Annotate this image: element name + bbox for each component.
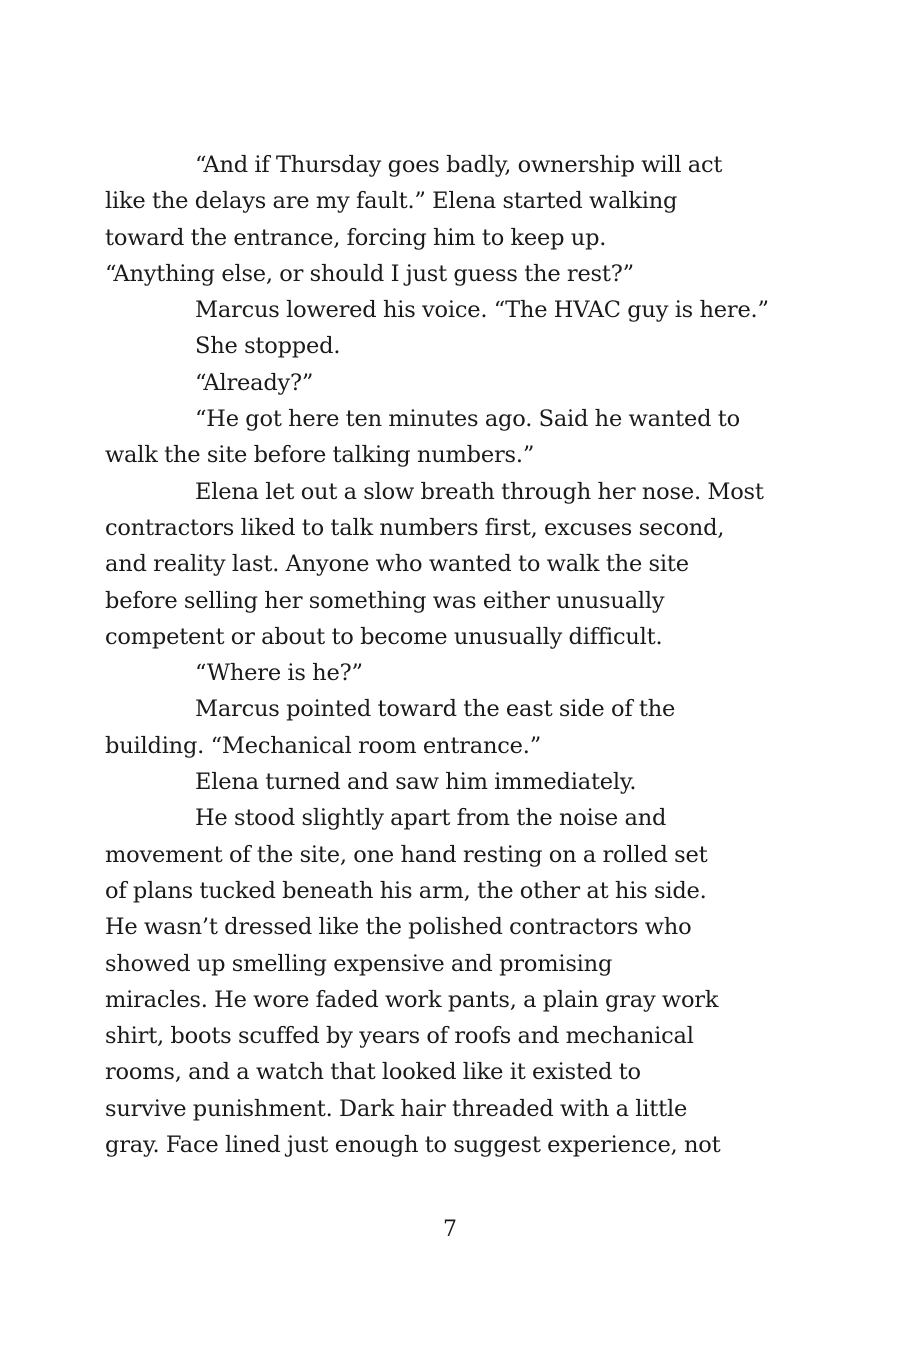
page-number: 7 bbox=[443, 1217, 457, 1242]
paragraph bbox=[150, 292, 769, 328]
text-line: “Where is he?” bbox=[195, 660, 363, 687]
paragraph bbox=[105, 147, 750, 292]
text-line: miracles. He wore faded work pants, a plain gray work bbox=[105, 986, 719, 1013]
text-line: Marcus lowered his voice. “The HVAC guy is here.” bbox=[195, 297, 769, 324]
text-line: before selling her something was either unusually bbox=[105, 587, 665, 614]
text-line: competent or about to become unusually difficult. bbox=[105, 623, 663, 650]
paragraph bbox=[150, 328, 750, 364]
text-line: Elena let out a slow breath through her nose. Most bbox=[195, 478, 764, 505]
paragraph bbox=[150, 655, 750, 691]
paragraph bbox=[105, 800, 750, 1163]
text-line: rooms, and a watch that looked like it existed to bbox=[105, 1059, 641, 1086]
paragraph bbox=[150, 365, 750, 401]
paragraph bbox=[150, 764, 750, 800]
text-line: toward the entrance, forcing him to keep up. bbox=[105, 224, 607, 251]
text-line: Marcus pointed toward the east side of the bbox=[195, 696, 676, 723]
text-line: showed up smelling expensive and promising bbox=[105, 950, 613, 977]
text-line: “And if Thursday goes badly, ownership will act bbox=[195, 152, 723, 178]
paragraph bbox=[105, 401, 750, 474]
text-line: and reality last. Anyone who wanted to walk the site bbox=[105, 551, 689, 578]
text-line: He stood slightly apart from the noise and bbox=[195, 805, 667, 832]
text-line: of plans tucked beneath his arm, the other at his side. bbox=[105, 877, 707, 904]
text-line: “He got here ten minutes ago. Said he wanted to bbox=[195, 406, 740, 433]
text-line: She stopped. bbox=[195, 333, 341, 360]
text-line: gray. Face lined just enough to suggest experience, not bbox=[105, 1132, 721, 1159]
text-line: “Already?” bbox=[195, 369, 314, 396]
text-line: walk the site before talking numbers.” bbox=[105, 442, 535, 469]
text-line: He wasn’t dressed like the polished contractors who bbox=[105, 914, 692, 941]
text-line: like the delays are my fault.” Elena started walking bbox=[105, 188, 678, 215]
paragraph bbox=[105, 474, 764, 655]
text-line: “Anything else, or should I just guess the rest?” bbox=[105, 260, 634, 287]
text-line: Elena turned and saw him immediately. bbox=[195, 769, 637, 796]
text-line: shirt, boots scuffed by years of roofs and mechanical bbox=[105, 1023, 694, 1050]
paragraph bbox=[105, 691, 750, 764]
text-line: building. “Mechanical room entrance.” bbox=[105, 732, 542, 759]
text-line: movement of the site, one hand resting on a rolled set bbox=[105, 841, 708, 868]
text-line: contractors liked to talk numbers first, excuses second, bbox=[105, 514, 725, 541]
page-body bbox=[105, 147, 769, 1163]
text-line: survive punishment. Dark hair threaded with a little bbox=[105, 1095, 688, 1122]
